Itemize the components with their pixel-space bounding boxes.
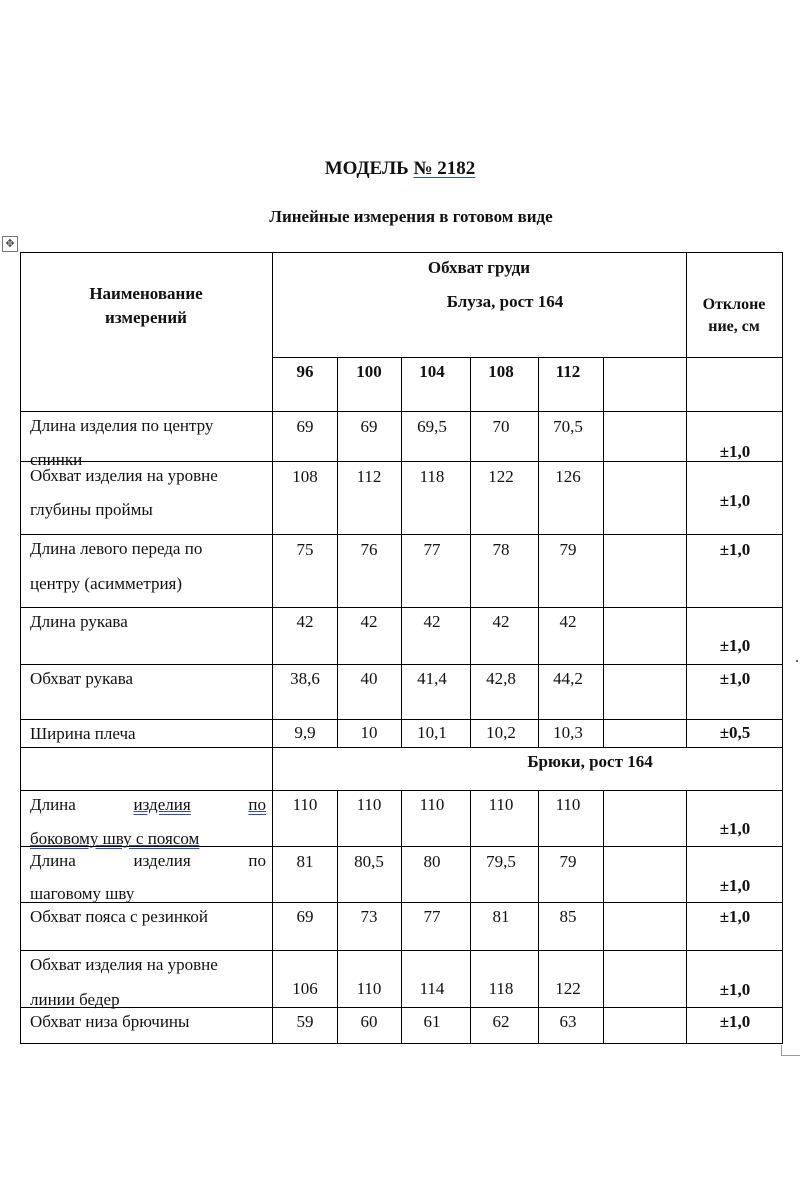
size-value: 110 — [356, 795, 382, 814]
blouse-header: Блуза, рост 164 — [446, 292, 564, 311]
measurement-name-line2: спинки — [30, 450, 83, 469]
table-border — [20, 747, 783, 748]
size-value: 80,5 — [354, 852, 384, 871]
document-title — [0, 158, 800, 180]
table-border — [603, 790, 604, 1043]
tolerance-value: ±1,0 — [719, 442, 751, 461]
measurement-name-line2: центру (асимметрия) — [30, 574, 183, 593]
tolerance-value: ±1,0 — [719, 636, 751, 655]
size-value: 79 — [559, 852, 577, 871]
size-value: 69 — [296, 907, 314, 926]
size-header-96: 96 — [296, 362, 314, 381]
size-value: 108 — [292, 467, 318, 486]
size-value: 110 — [356, 979, 382, 998]
size-value: 118 — [488, 979, 514, 998]
measurement-name-word: Длина — [30, 795, 76, 814]
size-value: 76 — [360, 540, 378, 559]
measurement-name-word: изделия — [133, 851, 191, 870]
size-value: 80 — [423, 852, 441, 871]
measurement-name: Обхват низа брючины — [30, 1012, 190, 1031]
size-value: 42,8 — [486, 669, 516, 688]
measurement-name: Длина левого переда по — [30, 539, 203, 558]
size-value: 75 — [296, 540, 314, 559]
table-border — [782, 252, 783, 1043]
deviation-header: Отклоне — [702, 296, 766, 313]
measurement-name-line2: шаговому шву — [30, 884, 135, 903]
size-value: 77 — [423, 907, 441, 926]
measurement-name: Обхват изделия на уровне — [30, 955, 218, 974]
size-value: 42 — [360, 612, 378, 631]
title-prefix: МОДЕЛЬ — [324, 158, 409, 179]
size-value: 73 — [360, 907, 378, 926]
size-value: 110 — [292, 795, 318, 814]
size-header-104: 104 — [419, 362, 445, 381]
size-value: 106 — [292, 979, 318, 998]
size-value: 63 — [559, 1012, 577, 1031]
measurement-name: Длина изделия по центру — [30, 416, 214, 435]
measurement-name-word: изделия — [133, 795, 191, 814]
size-value: 10,3 — [553, 723, 583, 742]
tolerance-value: ±1,0 — [719, 876, 751, 895]
size-value: 59 — [296, 1012, 314, 1031]
tolerance-value: ±1,0 — [719, 669, 751, 688]
table-move-handle-icon[interactable]: ✥ — [2, 236, 18, 252]
size-value: 41,4 — [417, 669, 447, 688]
size-value: 77 — [423, 540, 441, 559]
table-border — [401, 411, 402, 747]
size-header-112: 112 — [555, 362, 581, 381]
tolerance-value: ±1,0 — [719, 540, 751, 559]
measurement-name-line2: боковому шву с поясом — [30, 829, 200, 848]
tolerance-value: ±1,0 — [719, 819, 751, 838]
column-header-name: Наименование — [89, 284, 203, 303]
model-number: № 2182 — [413, 158, 476, 179]
size-value: 42 — [296, 612, 314, 631]
size-value: 85 — [559, 907, 577, 926]
table-border — [20, 252, 21, 1043]
size-value: 9,9 — [294, 723, 316, 742]
size-value: 79 — [559, 540, 577, 559]
size-value: 42 — [559, 612, 577, 631]
size-value: 60 — [360, 1012, 378, 1031]
page-corner-mark — [781, 1045, 800, 1056]
size-value: 110 — [555, 795, 581, 814]
measurement-name-line2: глубины проймы — [30, 500, 153, 519]
size-value: 38,6 — [290, 669, 320, 688]
size-value: 10 — [360, 723, 378, 742]
measurement-name — [30, 793, 266, 817]
size-value: 110 — [419, 795, 445, 814]
page-edge-dot — [796, 660, 798, 662]
measurement-name: Обхват изделия на уровне — [30, 466, 218, 485]
measurement-name: Ширина плеча — [30, 724, 136, 743]
size-value: 69 — [360, 417, 378, 436]
table-border — [337, 357, 338, 411]
tolerance-value: ±0,5 — [719, 723, 751, 742]
size-value: 61 — [423, 1012, 441, 1031]
column-header-name-line2: измерений — [105, 308, 187, 327]
table-border — [538, 411, 539, 747]
size-value: 81 — [492, 907, 510, 926]
size-value: 42 — [492, 612, 510, 631]
bust-group-header: Обхват груди — [427, 258, 531, 277]
document-subtitle: Линейные измерения в готовом виде — [269, 207, 553, 226]
table-border — [337, 411, 338, 747]
tolerance-value: ±1,0 — [719, 980, 751, 999]
size-value: 126 — [555, 467, 581, 486]
table-border — [686, 790, 687, 1043]
measurement-name-word: по — [248, 795, 266, 814]
table-border — [20, 252, 783, 253]
size-value: 122 — [555, 979, 581, 998]
size-value: 79,5 — [486, 852, 516, 871]
size-value: 114 — [419, 979, 445, 998]
size-value: 81 — [296, 852, 314, 871]
tolerance-value: ±1,0 — [719, 1012, 751, 1031]
size-value: 78 — [492, 540, 510, 559]
size-value: 69,5 — [417, 417, 447, 436]
table-border — [603, 357, 604, 411]
measurement-name-line2: линии бедер — [30, 990, 120, 1009]
measurement-name: Обхват пояса с резинкой — [30, 907, 208, 926]
size-value: 69 — [296, 417, 314, 436]
deviation-header-line2: ние, см — [708, 318, 760, 335]
size-value: 70 — [492, 417, 510, 436]
measurement-name: Обхват рукава — [30, 669, 134, 688]
measurement-name: Длина рукава — [30, 612, 128, 631]
table-border — [603, 411, 604, 747]
tolerance-value: ±1,0 — [719, 491, 751, 510]
size-value: 62 — [492, 1012, 510, 1031]
table-border — [20, 1043, 783, 1044]
size-value: 40 — [360, 669, 378, 688]
size-value: 70,5 — [553, 417, 583, 436]
size-value: 44,2 — [553, 669, 583, 688]
trousers-header: Брюки, рост 164 — [527, 752, 653, 771]
size-value: 10,1 — [417, 723, 447, 742]
size-value: 110 — [488, 795, 514, 814]
size-value: 42 — [423, 612, 441, 631]
size-header-100: 100 — [356, 362, 382, 381]
size-value: 10,2 — [486, 723, 516, 742]
size-value: 118 — [419, 467, 445, 486]
table-border — [20, 950, 783, 951]
measurement-name-word: по — [248, 851, 266, 870]
table-border — [272, 357, 783, 358]
table-border — [470, 411, 471, 747]
size-header-108: 108 — [488, 362, 514, 381]
measurement-name — [30, 849, 266, 873]
tolerance-value: ±1,0 — [719, 907, 751, 926]
size-value: 122 — [488, 467, 514, 486]
measurement-name-word: Длина — [30, 851, 76, 870]
size-value: 112 — [356, 467, 382, 486]
